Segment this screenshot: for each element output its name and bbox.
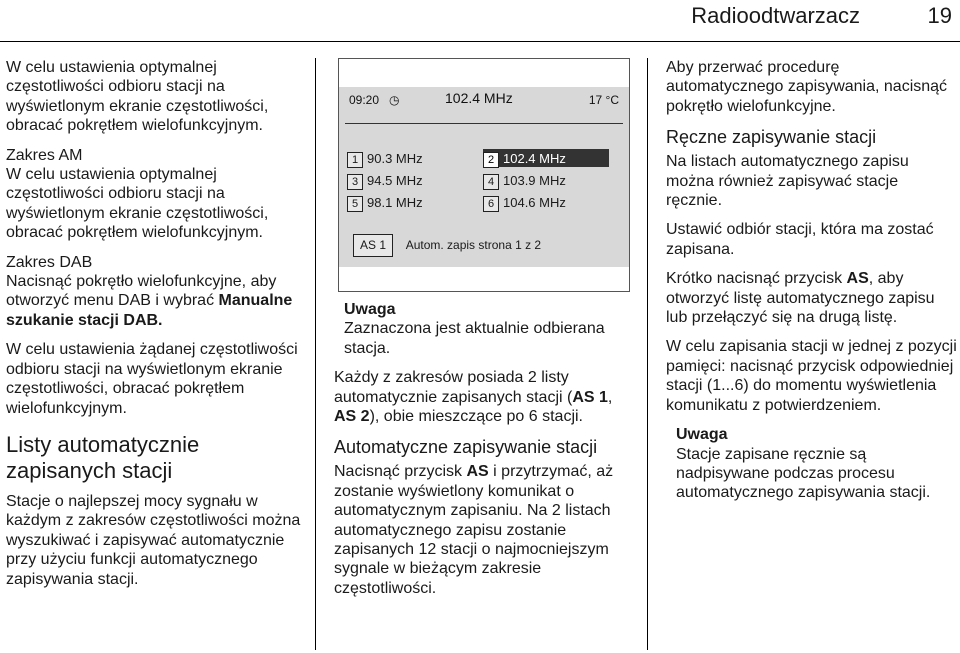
note-block: [334, 300, 630, 358]
clock-icon: ◷: [389, 93, 400, 107]
page-header: [0, 0, 960, 44]
preset-label: 104.6 MHz: [503, 195, 566, 210]
column-1: [6, 58, 302, 599]
dab-title: Zakres DAB: [6, 253, 93, 271]
preset-number: 2: [483, 152, 499, 168]
clock-time: 09:20: [349, 93, 380, 107]
paragraph: [334, 462, 630, 598]
autostore-status: Autom. zapis strona 1 z 2: [405, 237, 542, 252]
screen-bottom-bar: [353, 234, 541, 257]
note-block: [666, 425, 958, 503]
preset-label: 103.9 MHz: [503, 173, 566, 188]
note-text: Stacje zapisane ręcznie są nadpisywane podczas procesu automatycznego zapisywania stacji.: [676, 445, 931, 502]
paragraph: Aby przerwać procedurę automatycznego zapisywania, nacisnąć pokrętło wielofunkcyjne.: [666, 59, 948, 115]
column-divider-2: [647, 58, 648, 650]
preset-label: 102.4 MHz: [503, 151, 566, 166]
am-title: Zakres AM: [6, 146, 83, 164]
text-run: ,: [607, 388, 613, 406]
screen-frame-bottom: [339, 267, 629, 291]
preset-number: 6: [483, 196, 499, 212]
preset-number: 1: [347, 152, 363, 168]
preset-button-5[interactable]: [347, 193, 473, 211]
am-text: W celu ustawienia optymalnej częstotliwości odbioru stacji na wyświetlonym ekranie częstotliwości, obracać pokrętłem wielofunkcyjnym.: [6, 166, 269, 242]
paragraph: Ustawić odbiór stacji, która ma zostać zapisana.: [666, 221, 934, 258]
section-title: Radioodtwarzacz: [691, 3, 860, 28]
text-run: Krótko nacisnąć przycisk: [666, 270, 847, 288]
column-3: [666, 58, 958, 513]
current-frequency: 102.4 MHz: [445, 90, 513, 106]
note-heading: Uwaga: [344, 301, 396, 318]
column-2: [334, 58, 630, 608]
screen-status-bar: [345, 91, 623, 109]
preset-button-4[interactable]: [483, 171, 609, 189]
text-run: Każdy z zakresów posiada 2 listy automatycznie zapisanych stacji (: [334, 369, 573, 406]
paragraph: [334, 368, 630, 426]
header-divider: [0, 41, 960, 42]
paragraph: [666, 269, 958, 327]
manual-store-heading: Ręczne zapisywanie stacji: [666, 127, 877, 148]
column-divider-1: [315, 58, 316, 650]
paragraph: W celu ustawienia żądanej częstotliwości odbioru stacji na wyświetlonym ekranie częstotliwości, obracać pokrętłem wielofunkcyjnym.: [6, 341, 298, 417]
temperature: 17 °C: [588, 93, 619, 107]
paragraph: W celu zapisania stacji w jednej z pozycji pamięci: nacisnąć przycisk odpowiedniej stacji (1...6) do momentu wyświetlenia komunikatu z potwierdzeniem.: [666, 338, 957, 414]
dab-section: [6, 253, 302, 331]
preset-button-6[interactable]: [483, 193, 609, 211]
note-heading: Uwaga: [676, 426, 728, 444]
auto-store-heading: Automatyczne zapisywanie stacji: [334, 437, 598, 458]
dab-menu-option: Manualne szukanie stacji DAB.: [6, 292, 293, 329]
text-run: ), obie mieszczące po 6 stacji.: [369, 408, 583, 426]
paragraph: Na listach automatycznego zapisu można również zapisywać stacje ręcznie.: [666, 153, 909, 210]
text-run: Nacisnąć przycisk: [334, 463, 467, 481]
dab-text: Nacisnąć pokrętło wielofunkcyjne, aby otworzyć menu DAB i wybrać: [6, 273, 277, 310]
paragraph: W celu ustawienia optymalnej częstotliwości odbioru stacji na wyświetlonym ekranie częstotliwości, obracać pokrętłem wielofunkcyjnym.: [6, 59, 269, 135]
as-list-button[interactable]: AS 1: [353, 234, 393, 257]
preset-button-3[interactable]: [347, 171, 473, 189]
as-label: AS: [846, 270, 869, 288]
text-run: i przytrzymać, aż zostanie wyświetlony komunikat o automatycznym zapisaniu. Na 2 listach automatycznego zapisu zostanie zapisanych 12 stacji o najmocniejszym sygnale w bieżącym zakresie częstotliwości.: [334, 463, 614, 597]
preset-button-1[interactable]: [347, 149, 473, 167]
radio-screen-illustration: [338, 58, 630, 292]
note-text: Zaznaczona jest aktualnie odbierana stacja.: [344, 320, 605, 357]
page-number: 19: [927, 3, 952, 28]
preset-label: 90.3 MHz: [367, 151, 423, 166]
text-run: , aby otworzyć listę automatycznego zapisu lub przełączyć się na drugą listę.: [666, 270, 935, 327]
am-section: [6, 146, 302, 243]
preset-button-2[interactable]: [483, 149, 609, 167]
preset-label: 98.1 MHz: [367, 195, 423, 210]
preset-number: 5: [347, 196, 363, 212]
as2-label: AS 2: [334, 408, 370, 426]
as-label: AS: [466, 463, 489, 481]
as1-label: AS 1: [572, 388, 608, 406]
screen-frame-top: [339, 59, 629, 87]
preset-number: 3: [347, 174, 363, 190]
paragraph: Stacje o najlepszej mocy sygnału w każdym z zakresów częstotliwości można wyszukiwać i zapisywać automatycznie przy użyciu funkcji automatycznego zapisywania stacji.: [6, 492, 301, 588]
preset-number: 4: [483, 174, 499, 190]
lists-heading: Listy automatycznie zapisanych stacji: [6, 431, 200, 483]
preset-label: 94.5 MHz: [367, 173, 423, 188]
screen-divider: [345, 123, 623, 124]
